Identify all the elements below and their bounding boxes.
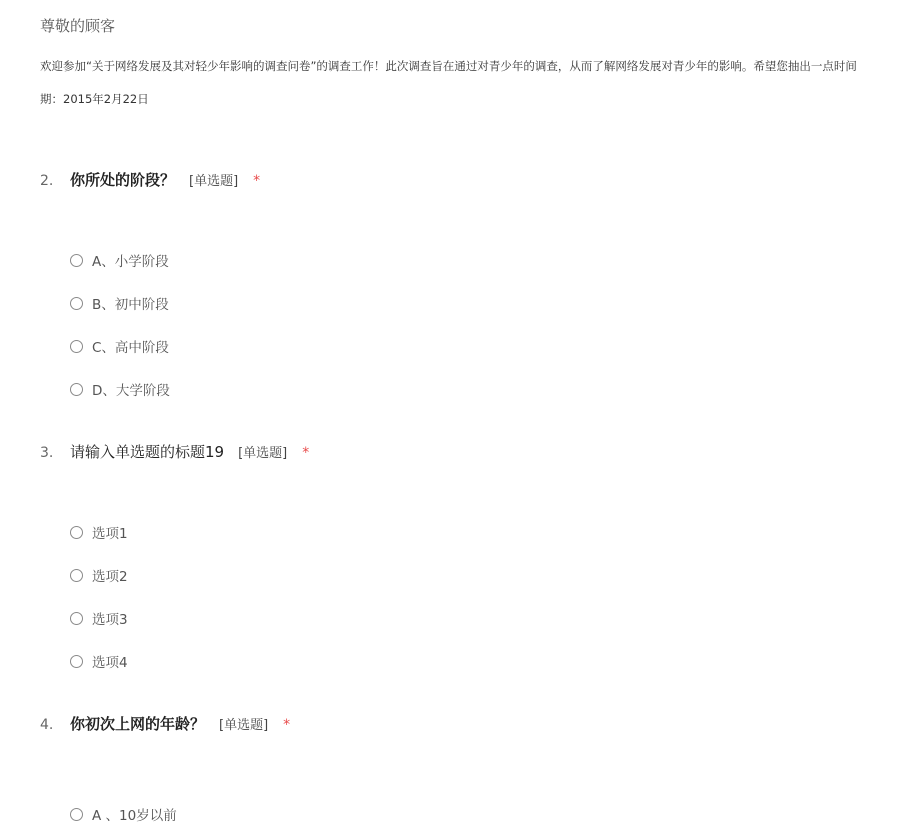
question-2 (40, 169, 900, 399)
required-marker: * (283, 717, 291, 733)
option-label: A 、10岁以前 (92, 808, 177, 824)
radio-button[interactable] (70, 569, 83, 582)
option-label: 选项4 (92, 655, 128, 671)
question-type-label: [单选题] (219, 718, 269, 733)
question-3 (40, 441, 900, 671)
radio-option[interactable] (70, 651, 128, 671)
radio-button[interactable] (70, 808, 83, 821)
date-text: 期：2015年2月22日 (40, 92, 149, 106)
question-title: 你所处的阶段？ (70, 171, 176, 189)
option-label: B、初中阶段 (92, 297, 169, 313)
question-type-label: [单选题] (238, 446, 288, 461)
intro-text: 欢迎参加“关于网络发展及其对轻少年影响的调查问卷”的调查工作！此次调查旨在通过对青少年的调查，从而了解网络发展对青少年的影响。希望您抽出一点时间 (40, 59, 857, 73)
option-label: A、小学阶段 (92, 254, 169, 270)
greeting-heading: 尊敬的顾客 (40, 17, 116, 35)
required-marker: * (302, 445, 310, 461)
radio-option[interactable] (70, 379, 170, 399)
option-label: C、高中阶段 (92, 340, 169, 356)
question-number: 3. (40, 445, 54, 461)
radio-option[interactable] (70, 293, 169, 313)
option-label: 选项3 (92, 612, 128, 628)
radio-button[interactable] (70, 526, 83, 539)
option-label: D、大学阶段 (92, 383, 170, 399)
question-title: 请输入单选题的标题19 (70, 443, 225, 461)
question-title: 你初次上网的年龄？ (70, 715, 206, 733)
radio-button[interactable] (70, 340, 83, 353)
radio-button[interactable] (70, 612, 83, 625)
radio-option[interactable] (70, 522, 128, 542)
required-marker: * (253, 173, 261, 189)
radio-button[interactable] (70, 254, 83, 267)
question-number: 2. (40, 173, 54, 189)
question-number: 4. (40, 717, 54, 733)
question-header (40, 169, 900, 190)
radio-button[interactable] (70, 383, 83, 396)
question-header (40, 441, 900, 462)
option-label: 选项2 (92, 569, 128, 585)
radio-button[interactable] (70, 655, 83, 668)
question-type-label: [单选题] (189, 174, 239, 189)
question-4 (40, 713, 900, 824)
radio-option[interactable] (70, 804, 177, 824)
question-header (40, 713, 900, 734)
radio-button[interactable] (70, 297, 83, 310)
radio-option[interactable] (70, 608, 128, 628)
radio-option[interactable] (70, 336, 169, 356)
radio-option[interactable] (70, 565, 128, 585)
radio-option[interactable] (70, 250, 169, 270)
option-label: 选项1 (92, 526, 128, 542)
